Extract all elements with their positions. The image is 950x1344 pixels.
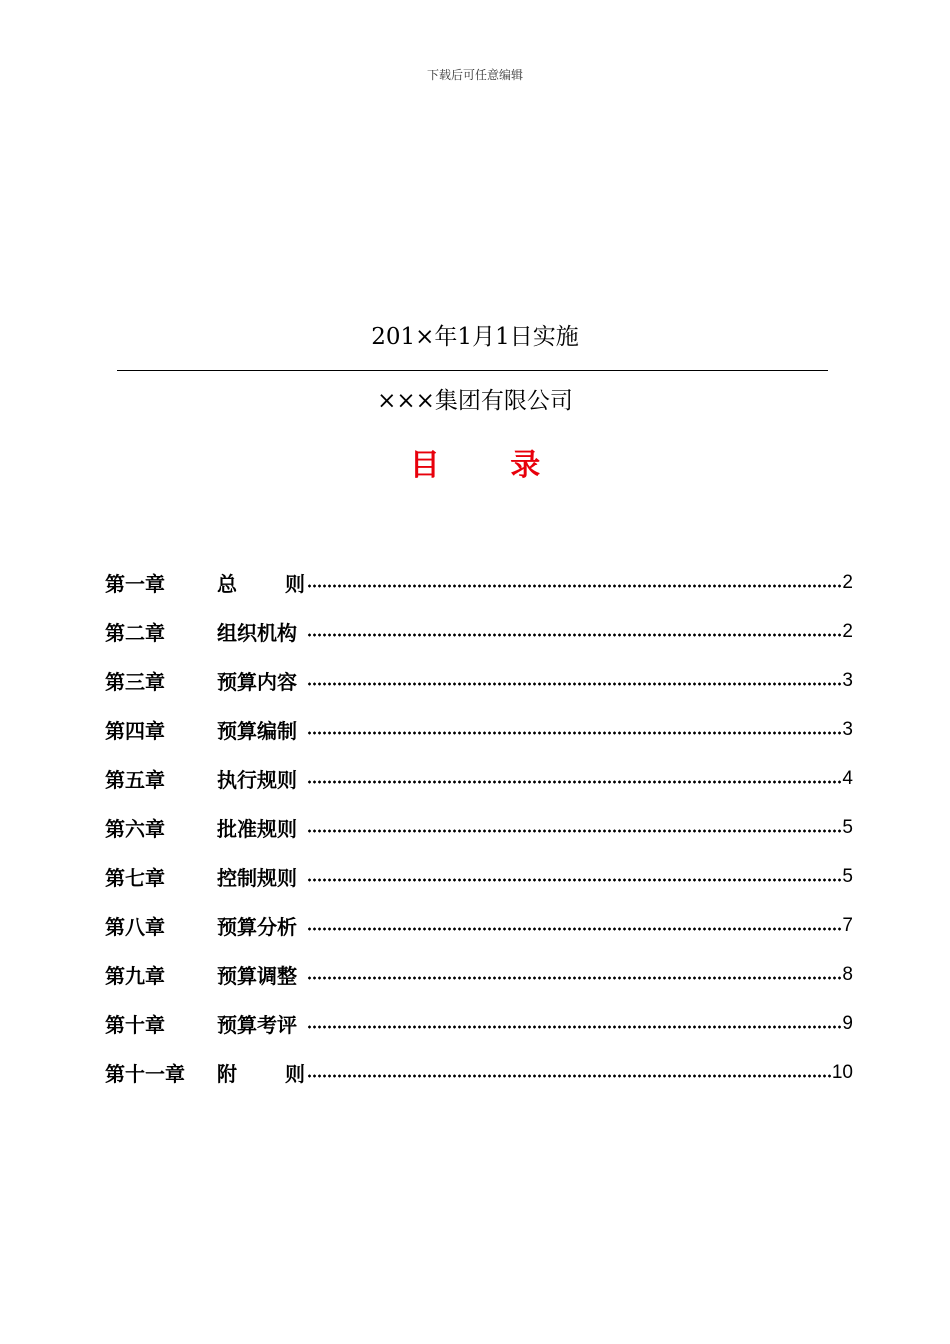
toc-dot-leader	[307, 731, 841, 735]
page-header-note: 下载后可任意编辑	[426, 68, 523, 82]
toc-entry[interactable]	[105, 607, 853, 656]
toc-page-number: 2	[842, 620, 853, 642]
toc-page-number: 3	[842, 718, 853, 740]
toc-entry[interactable]	[105, 705, 853, 754]
toc-page-number: 9	[842, 1012, 853, 1034]
toc-chapter-number: 第四章	[105, 719, 165, 743]
toc-chapter-number: 第七章	[105, 866, 165, 890]
toc-heading-text: 执行规则	[217, 768, 297, 792]
toc-page-number: 3	[842, 669, 853, 691]
toc-page-number: 7	[842, 914, 853, 936]
toc-dot-leader	[307, 1074, 831, 1078]
toc-page-number: 4	[842, 767, 853, 789]
toc-dot-leader	[307, 633, 841, 637]
toc-entry[interactable]	[105, 803, 853, 852]
toc-chapter-heading	[217, 568, 305, 597]
toc-heading-text: 总	[217, 572, 237, 596]
toc-page-number: 5	[842, 865, 853, 887]
toc-chapter-heading	[217, 862, 305, 891]
divider-line	[117, 370, 828, 371]
toc-heading-text: 则	[285, 572, 305, 596]
toc-entry[interactable]	[105, 852, 853, 901]
toc-dot-leader	[307, 584, 841, 588]
toc-heading-text: 附	[217, 1062, 237, 1086]
toc-chapter-number: 第六章	[105, 817, 165, 841]
toc-chapter-heading	[217, 1009, 305, 1038]
toc-entry[interactable]	[105, 999, 853, 1048]
toc-dot-leader	[307, 878, 841, 882]
toc-dot-leader	[307, 976, 841, 980]
toc-heading-text: 预算分析	[217, 915, 297, 939]
toc-page-number: 10	[831, 1061, 853, 1083]
toc-chapter-number: 第十一章	[105, 1062, 185, 1086]
toc-entry[interactable]	[105, 558, 853, 607]
toc-heading-text: 组织机构	[217, 621, 297, 645]
toc-chapter-heading	[217, 764, 305, 793]
toc-heading-text: 则	[285, 1062, 305, 1086]
toc-dot-leader	[307, 780, 841, 784]
toc-chapter-number: 第三章	[105, 670, 165, 694]
toc-chapter-heading	[217, 813, 305, 842]
toc-heading-text: 预算编制	[217, 719, 297, 743]
toc-chapter-number: 第五章	[105, 768, 165, 792]
toc-chapter-heading	[217, 911, 305, 940]
toc-chapter-heading	[217, 960, 305, 989]
toc-heading-text: 预算考评	[217, 1013, 297, 1037]
toc-chapter-heading	[217, 715, 305, 744]
toc-dot-leader	[307, 829, 841, 833]
toc-entry[interactable]	[105, 950, 853, 999]
toc-dot-leader	[307, 682, 841, 686]
toc-dot-leader	[307, 927, 841, 931]
toc-chapter-heading	[217, 666, 305, 695]
toc-heading-text: 控制规则	[217, 866, 297, 890]
toc-chapter-number: 第十章	[105, 1013, 165, 1037]
toc-chapter-number: 第二章	[105, 621, 165, 645]
toc-entry[interactable]	[105, 656, 853, 705]
toc-heading-text: 预算调整	[217, 964, 297, 988]
toc-entry[interactable]	[105, 754, 853, 803]
toc-chapter-number: 第九章	[105, 964, 165, 988]
toc-chapter-number: 第一章	[105, 572, 165, 596]
toc-page-number: 5	[842, 816, 853, 838]
toc-chapter-heading	[217, 1058, 305, 1087]
toc-entry[interactable]	[105, 1048, 853, 1097]
toc-title: 目 录	[409, 448, 571, 483]
toc-heading-text: 批准规则	[217, 817, 297, 841]
toc-page-number: 2	[842, 571, 853, 593]
toc-heading-text: 预算内容	[217, 670, 297, 694]
company-name: ×××集团有限公司	[377, 388, 573, 414]
toc-chapter-number: 第八章	[105, 915, 165, 939]
toc-entry[interactable]	[105, 901, 853, 950]
toc-list	[105, 558, 853, 1097]
effective-date: 201×年1月1日实施	[371, 324, 579, 350]
toc-dot-leader	[307, 1025, 841, 1029]
toc-page-number: 8	[842, 963, 853, 985]
toc-chapter-heading	[217, 617, 305, 646]
